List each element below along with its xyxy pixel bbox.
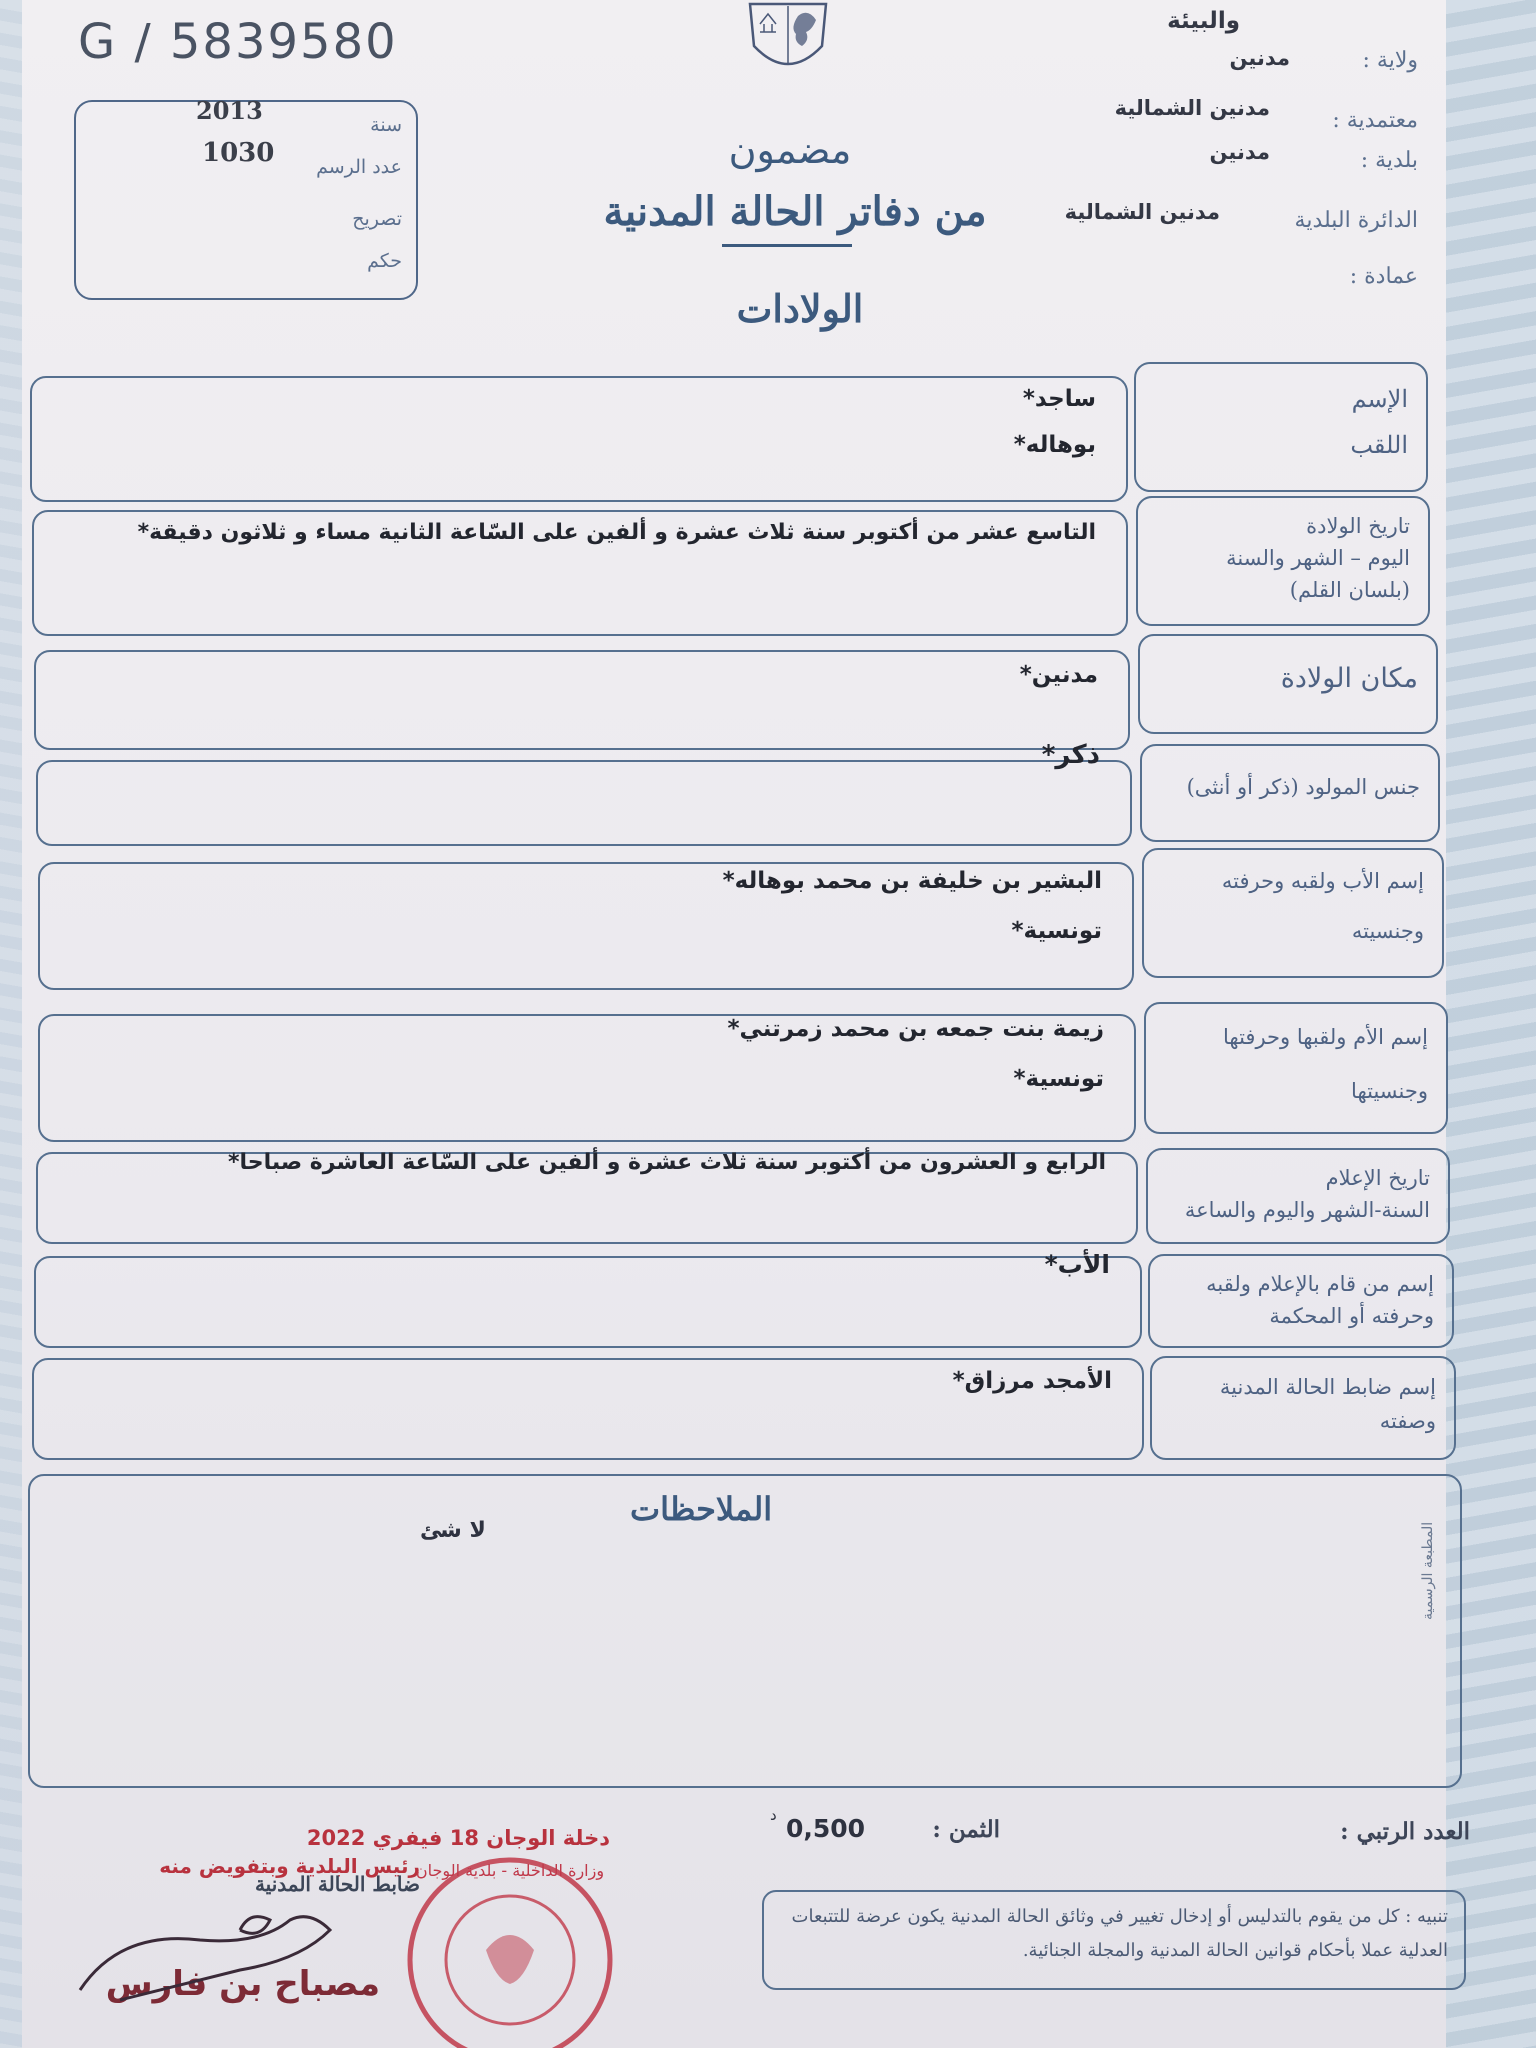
document-title-line2: من دفاتر الحالة المدنية: [603, 188, 987, 235]
label-first-name: الإسم: [1351, 385, 1408, 413]
value-father-name: البشير بن خليفة بن محمد بوهاله*: [722, 868, 1102, 894]
header-sector-label: عمادة :: [1349, 264, 1418, 289]
official-stamp: [400, 1840, 640, 2048]
header-delegation-value: مدنين الشمالية: [1114, 96, 1270, 120]
label-gender: جنس المولود (ذكر أو أنثى): [1186, 775, 1420, 799]
label-box-registrar: [1150, 1356, 1456, 1460]
value-declarant: الأب*: [1044, 1250, 1110, 1279]
label-mother: إسم الأم ولقبها وحرفتها: [1223, 1025, 1428, 1049]
label-box-gender: [1140, 744, 1440, 842]
label-box-mother: [1144, 1002, 1448, 1134]
register-judgment-label: حكم: [367, 250, 402, 272]
header-municipality-label: بلدية :: [1360, 148, 1418, 173]
notice-text: تنبيه : كل من يقوم بالتدليس أو إدخال تغيير في وثائق الحالة المدنية يكون عرضة للتتبعات العدلية عملا بأحكام قوانين الحالة المدنية والمجلة الجنائية.: [791, 1906, 1448, 1961]
label-last-name: اللقب: [1350, 431, 1408, 459]
label-registrar: إسم ضابط الحالة المدنية: [1219, 1375, 1436, 1399]
stamp-text: وزارة الداخلية - بلدية الوجان: [415, 1861, 605, 1880]
value-box-name: [30, 376, 1128, 502]
value-registrar: الأمجد مرزاق*: [952, 1368, 1112, 1394]
remarks-box: [28, 1474, 1462, 1788]
value-birth-date: التاسع عشر من أكتوبر سنة ثلاث عشرة و ألفين على السّاعة الثانية مساء و ثلاثون دقيقة*: [137, 520, 1096, 545]
register-year-label: سنة: [370, 114, 402, 136]
value-gender: ذكر*: [1041, 740, 1100, 770]
label-birth-date-sub: اليوم – الشهر والسنة: [1226, 546, 1410, 570]
footer-serial-label: العدد الرتبي :: [1340, 1818, 1470, 1845]
label-box-declaration-date: [1146, 1148, 1450, 1244]
coat-of-arms-emblem: [740, 0, 836, 78]
label-registrar-sub: وصفته: [1379, 1409, 1436, 1433]
label-declaration-date-sub: السنة-الشهر واليوم والساعة: [1184, 1198, 1430, 1222]
footer-officer-line1: رئيس البلدية وبتفويض منه: [159, 1854, 420, 1878]
serial-number: G / 5839580: [78, 14, 398, 70]
label-birth-date: تاريخ الولادة: [1306, 514, 1410, 538]
label-declaration-date: تاريخ الإعلام: [1325, 1166, 1430, 1190]
value-box-declaration-date: [36, 1152, 1138, 1244]
label-birth-date-note: (بلسان القلم): [1289, 578, 1410, 602]
header-municipality-value: مدنين: [1209, 140, 1270, 164]
header-top-right: والبيئة: [1167, 8, 1240, 34]
value-declaration-date: الرابع و العشرون من أكتوبر سنة ثلاث عشرة و ألفين على السّاعة العاشرة صباحا*: [228, 1150, 1106, 1175]
value-box-father: [38, 862, 1134, 990]
notice-box: [762, 1890, 1466, 1990]
value-mother-name: زيمة بنت جمعه بن محمد زمرتني*: [727, 1016, 1104, 1042]
label-father: إسم الأب ولقبه وحرفته: [1221, 869, 1424, 893]
label-box-birth-place: [1138, 634, 1438, 734]
printer-mark: المطبعة الرسمية: [1420, 1521, 1436, 1620]
document-title-line1: مضمون: [728, 128, 852, 172]
value-box-mother: [38, 1014, 1136, 1142]
header-district-value: مدنين الشمالية: [1064, 200, 1220, 224]
header-delegation-label: معتمدية :: [1332, 108, 1418, 133]
header-state-label: ولاية :: [1362, 48, 1418, 73]
value-box-declarant: [34, 1250, 1142, 1348]
label-birth-place: مكان الولادة: [1280, 663, 1418, 694]
register-box: [74, 96, 418, 300]
footer-price-value: 0,500: [786, 1814, 866, 1843]
label-box-name: [1134, 362, 1428, 492]
value-birth-place: مدنين*: [1019, 662, 1098, 688]
footer-date: دخلة الوجان 18 فيفري 2022: [306, 1826, 610, 1850]
header-district-label: الدائرة البلدية: [1294, 208, 1418, 233]
value-father-nationality: تونسية*: [1011, 918, 1102, 944]
footer-officer-line2: ضابط الحالة المدنية: [254, 1872, 420, 1896]
label-box-father: [1142, 848, 1444, 978]
remarks-value: لا شئ: [420, 1518, 486, 1543]
remarks-title: الملاحظات: [630, 1490, 773, 1528]
value-box-birth-date: [32, 510, 1128, 636]
register-number-label: عدد الرسم: [316, 156, 402, 178]
label-father-nationality: وجنسيته: [1351, 919, 1424, 943]
value-box-gender: [36, 740, 1132, 846]
title-underline: [722, 244, 852, 247]
register-year-value: 2013: [196, 96, 263, 125]
header-state-value: مدنين: [1229, 46, 1290, 70]
value-mother-nationality: تونسية*: [1013, 1066, 1104, 1092]
label-box-birth-date: [1136, 496, 1430, 626]
value-last-name: بوهاله*: [1013, 432, 1096, 458]
value-box-birth-place: [34, 650, 1130, 750]
paper-left-edge: [0, 0, 22, 2048]
label-declarant: إسم من قام بالإعلام ولقبه: [1206, 1272, 1434, 1296]
footer-price-unit: د: [770, 1806, 777, 1824]
handwritten-signature: [60, 1890, 400, 2010]
value-box-registrar: [32, 1358, 1144, 1460]
label-box-declarant: [1148, 1254, 1454, 1348]
register-number-value: 1030: [202, 138, 275, 168]
footer-officer-name: مصباح بن فارس: [105, 1964, 380, 2004]
label-mother-nationality: وجنسيتها: [1351, 1079, 1428, 1103]
value-first-name: ساجد*: [1022, 386, 1096, 412]
footer-price-label: الثمن :: [932, 1816, 1000, 1843]
label-declarant-sub: وحرفته أو المحكمة: [1269, 1304, 1434, 1328]
register-declaration-label: تصريح: [352, 208, 402, 230]
section-title-births: الولادات: [736, 286, 864, 331]
